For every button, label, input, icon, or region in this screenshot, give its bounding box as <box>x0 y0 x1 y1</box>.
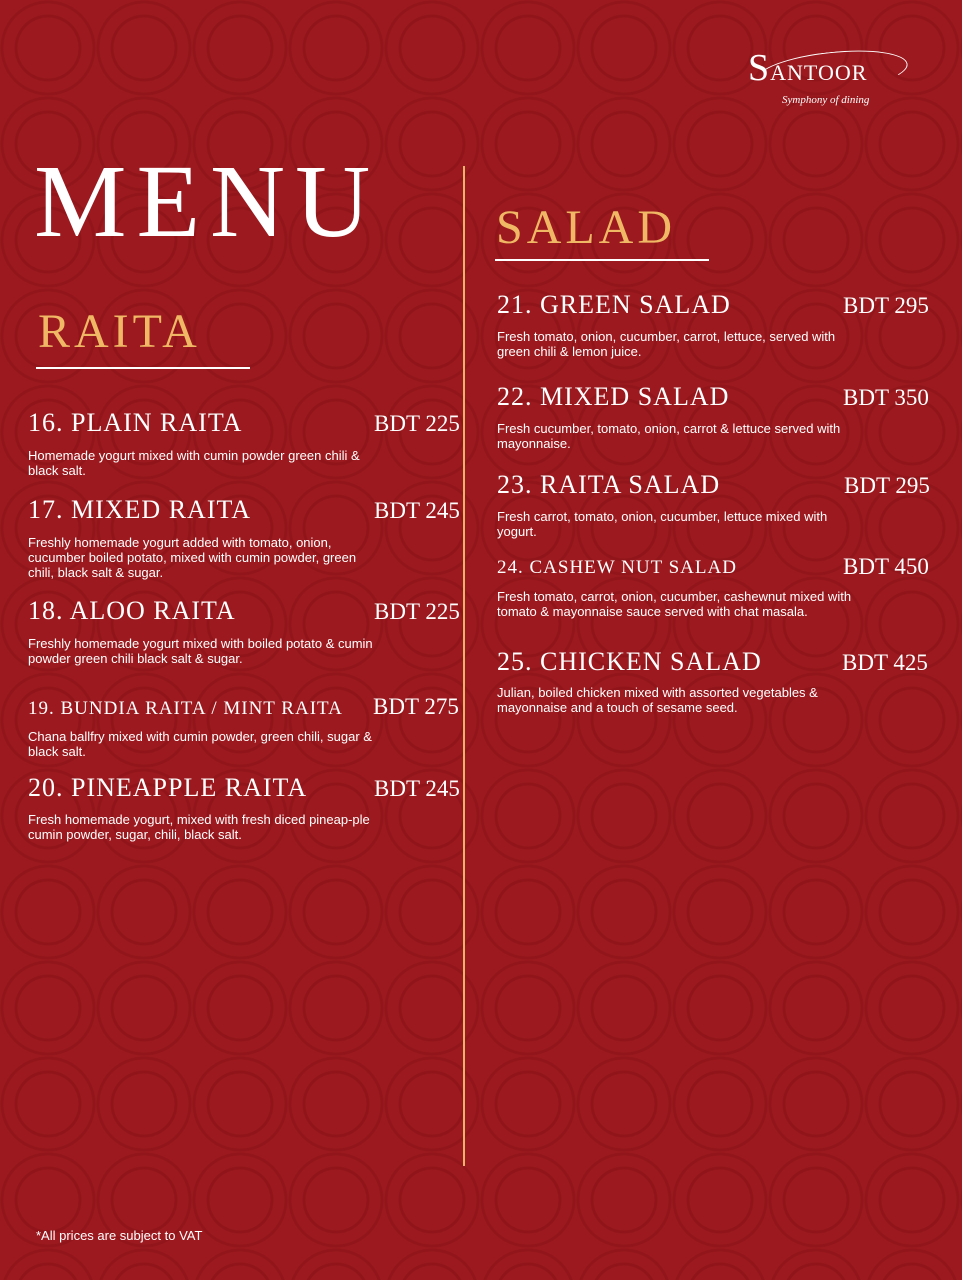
salad-heading-rule <box>495 259 709 261</box>
brand-logo <box>748 42 918 112</box>
item-price: BDT 245 <box>374 776 460 801</box>
column-divider <box>463 166 465 1166</box>
raita-heading: RAITA <box>38 305 201 358</box>
item-name: 17. MIXED RAITA <box>28 495 252 524</box>
menu-title: MENU <box>34 144 381 259</box>
brand-tagline: Symphony of dining <box>782 94 870 106</box>
item-name: 16. PLAIN RAITA <box>28 408 243 437</box>
raita-heading-rule <box>36 367 250 369</box>
item-description: Fresh homemade yogurt, mixed with fresh diced pineap-ple cumin powder, sugar, chili, black salt. <box>28 812 370 842</box>
vat-footnote: *All prices are subject to VAT <box>36 1228 203 1243</box>
item-price: BDT 425 <box>842 650 928 675</box>
item-price: BDT 295 <box>844 473 930 498</box>
item-description: Julian, boiled chicken mixed with assorted vegetables & mayonnaise and a touch of sesame seed. <box>497 685 818 715</box>
item-price: BDT 295 <box>843 293 929 318</box>
item-name: 18. ALOO RAITA <box>28 596 236 625</box>
item-description: Freshly homemade yogurt mixed with boiled potato & cumin powder green chili black salt & sugar. <box>28 636 373 666</box>
item-description: Homemade yogurt mixed with cumin powder green chili & black salt. <box>28 448 360 478</box>
item-price: BDT 350 <box>843 385 929 410</box>
item-name: 24. CASHEW NUT SALAD <box>497 557 737 578</box>
item-price: BDT 245 <box>374 498 460 523</box>
item-name: 20. PINEAPPLE RAITA <box>28 773 308 802</box>
item-name: 19. BUNDIA RAITA / MINT RAITA <box>28 698 343 719</box>
item-description: Fresh tomato, carrot, onion, cucumber, cashewnut mixed with tomato & mayonnaise sauce served with chat masala. <box>497 589 852 619</box>
item-description: Fresh carrot, tomato, onion, cucumber, lettuce mixed with yogurt. <box>497 509 828 539</box>
item-name: 22. MIXED SALAD <box>497 382 730 411</box>
brand-name: SANTOOR <box>748 47 868 89</box>
item-price: BDT 275 <box>373 694 459 719</box>
item-price: BDT 450 <box>843 554 929 579</box>
item-description: Fresh tomato, onion, cucumber, carrot, lettuce, served with green chili & lemon juice. <box>497 329 836 359</box>
salad-heading: SALAD <box>496 201 677 254</box>
item-description: Fresh cucumber, tomato, onion, carrot & lettuce served with mayonnaise. <box>497 421 841 451</box>
item-price: BDT 225 <box>374 599 460 624</box>
item-description: Chana ballfry mixed with cumin powder, green chili, sugar & black salt. <box>28 729 372 759</box>
item-name: 21. GREEN SALAD <box>497 290 731 319</box>
item-price: BDT 225 <box>374 411 460 436</box>
item-description: Freshly homemade yogurt added with tomato, onion, cucumber boiled potato, mixed with cumin powder, green chili, black salt & sugar. <box>28 535 357 580</box>
item-name: 23. RAITA SALAD <box>497 470 721 499</box>
item-name: 25. CHICKEN SALAD <box>497 647 762 676</box>
